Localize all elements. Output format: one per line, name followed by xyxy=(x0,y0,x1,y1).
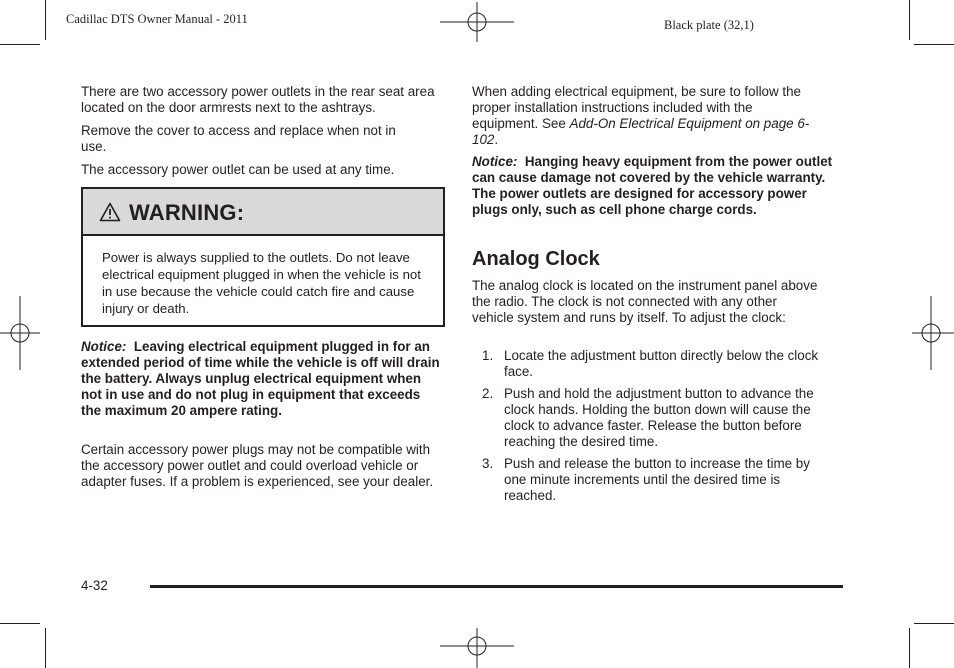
left-column xyxy=(81,84,446,185)
plate-label: Black plate (32,1) xyxy=(664,18,754,32)
crop-mark xyxy=(0,44,40,45)
registration-mark-icon xyxy=(440,2,514,42)
warning-box xyxy=(81,187,445,327)
warning-title: WARNING: xyxy=(129,200,245,225)
paragraph: Certain accessory power plugs may not be compatible with the accessory power outlet and could overload vehicle or adapter fuses. If a problem is experienced, see your dealer. xyxy=(81,442,434,489)
crop-mark xyxy=(45,628,46,668)
notice-label: Notice: xyxy=(472,154,518,169)
step-number: 2. xyxy=(482,386,494,401)
manual-title: Cadillac DTS Owner Manual - 2011 xyxy=(66,12,248,26)
list-item xyxy=(472,386,832,450)
paragraph: There are two accessory power outlets in the rear seat area located on the door armrests next to the ashtrays. xyxy=(81,84,435,115)
paragraph: The accessory power outlet can be used at any time. xyxy=(81,162,395,177)
list-item xyxy=(472,456,832,504)
list-item xyxy=(472,348,832,380)
section-heading: Analog Clock xyxy=(472,248,600,270)
warning-header xyxy=(83,189,443,236)
cross-reference-link[interactable]: Add-On Electrical Equipment on page 6-102 xyxy=(472,116,810,147)
notice-paragraph xyxy=(81,339,443,419)
page-number: 4-32 xyxy=(81,578,108,593)
notice-label: Notice: xyxy=(81,339,127,354)
registration-mark-icon xyxy=(0,296,40,370)
registration-mark-icon xyxy=(912,296,954,370)
notice-text: Hanging heavy equipment from the power outlet can cause damage not covered by the vehicle warranty. The power outlets are designed for accessory power plugs only, such as cell phone charge cords. xyxy=(472,154,833,217)
notice-text: Leaving electrical equipment plugged in for an extended period of time while the vehicle is off will drain the battery. Always unplug electrical equipment when not in use and do not plug in equipment that exceeds the maximum 20 ampere rating. xyxy=(81,339,440,418)
crop-mark xyxy=(909,0,910,40)
paragraph-text: When adding electrical equipment, be sure to follow the proper installation instructions included with the equipment. See xyxy=(472,84,802,131)
crop-mark xyxy=(909,628,910,668)
step-number: 1. xyxy=(482,348,494,363)
registration-mark-icon xyxy=(440,628,514,668)
crop-mark xyxy=(0,623,40,624)
paragraph-punctuation: . xyxy=(494,132,499,147)
paragraph xyxy=(472,84,817,148)
step-number: 3. xyxy=(482,456,494,471)
crop-mark xyxy=(914,44,954,45)
crop-mark xyxy=(45,0,46,40)
instruction-list xyxy=(472,348,832,510)
paragraph: The analog clock is located on the instrument panel above the radio. The clock is not connected with any other vehicle system and runs by itself. To adjust the clock: xyxy=(472,278,818,325)
step-text: Locate the adjustment button directly below the clock face. xyxy=(504,348,819,379)
paragraph: Remove the cover to access and replace when not in use. xyxy=(81,123,396,154)
step-text: Push and release the button to increase the time by one minute increments until the desired time is reached. xyxy=(504,456,810,503)
notice-paragraph xyxy=(472,154,837,218)
warning-text: Power is always supplied to the outlets. Do not leave electrical equipment plugged in when the vehicle is not in use because the vehicle could catch fire and cause injury or death. xyxy=(102,250,421,316)
crop-mark xyxy=(914,623,954,624)
warning-triangle-icon xyxy=(99,202,121,222)
footer-rule xyxy=(150,585,843,588)
step-text: Push and hold the adjustment button to advance the clock hands. Holding the button down will cause the clock to advance faster. Release the button before reaching the desired time. xyxy=(504,386,814,449)
